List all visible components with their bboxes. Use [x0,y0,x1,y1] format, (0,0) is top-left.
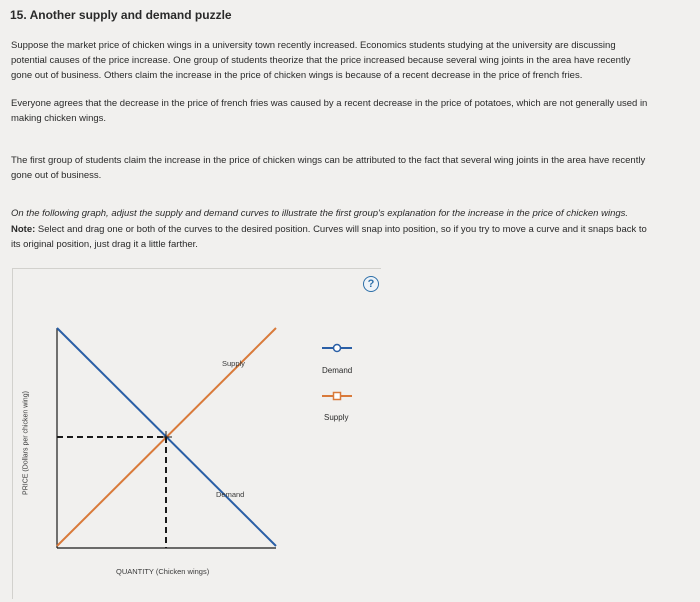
note-label: Note: [11,224,36,235]
legend-demand-label: Demand [322,366,353,375]
scenario-paragraph: Suppose the market price of chicken wings in a university town recently increased. Economics students studying at the university are discussing potential causes of the price increase. One group of students theorize that the price increased because several wing joints in the area have recently gone out of business. Others claim the increase in the price of chicken wings is because of a recent decrease in the price of french fries. [11,40,631,81]
x-axis-label: QUANTITY (Chicken wings) [116,567,210,576]
supply-curve-label: Supply [222,359,245,368]
help-button[interactable]: ? [363,276,379,292]
demand-curve-label: Demand [216,490,245,499]
y-axis-label: PRICE (Dollars per chicken wing) [22,391,30,495]
supply-line-square-icon[interactable] [322,393,352,400]
first-group-paragraph: The first group of students claim the increase in the price of chicken wings can be attributed to the fact that several wing joints in the area have recently gone out of business. [11,155,646,181]
question-title: 15. Another supply and demand puzzle [10,8,232,22]
legend-supply-label: Supply [324,413,349,422]
note-text: Select and drag one or both of the curves to the desired position. Curves will snap into position, so if you try to move a curve and it snaps back to its original position, just drag it a little farther. [11,224,647,250]
demand-line-circle-icon[interactable] [322,345,352,352]
potato-paragraph: Everyone agrees that the decrease in the price of french fries was caused by a recent decrease in the price of potatoes, which are not generally used in making chicken wings. [11,98,648,124]
instruction-text: On the following graph, adjust the supply and demand curves to illustrate the first group's explanation for the increase in the price of chicken wings. [11,208,629,219]
